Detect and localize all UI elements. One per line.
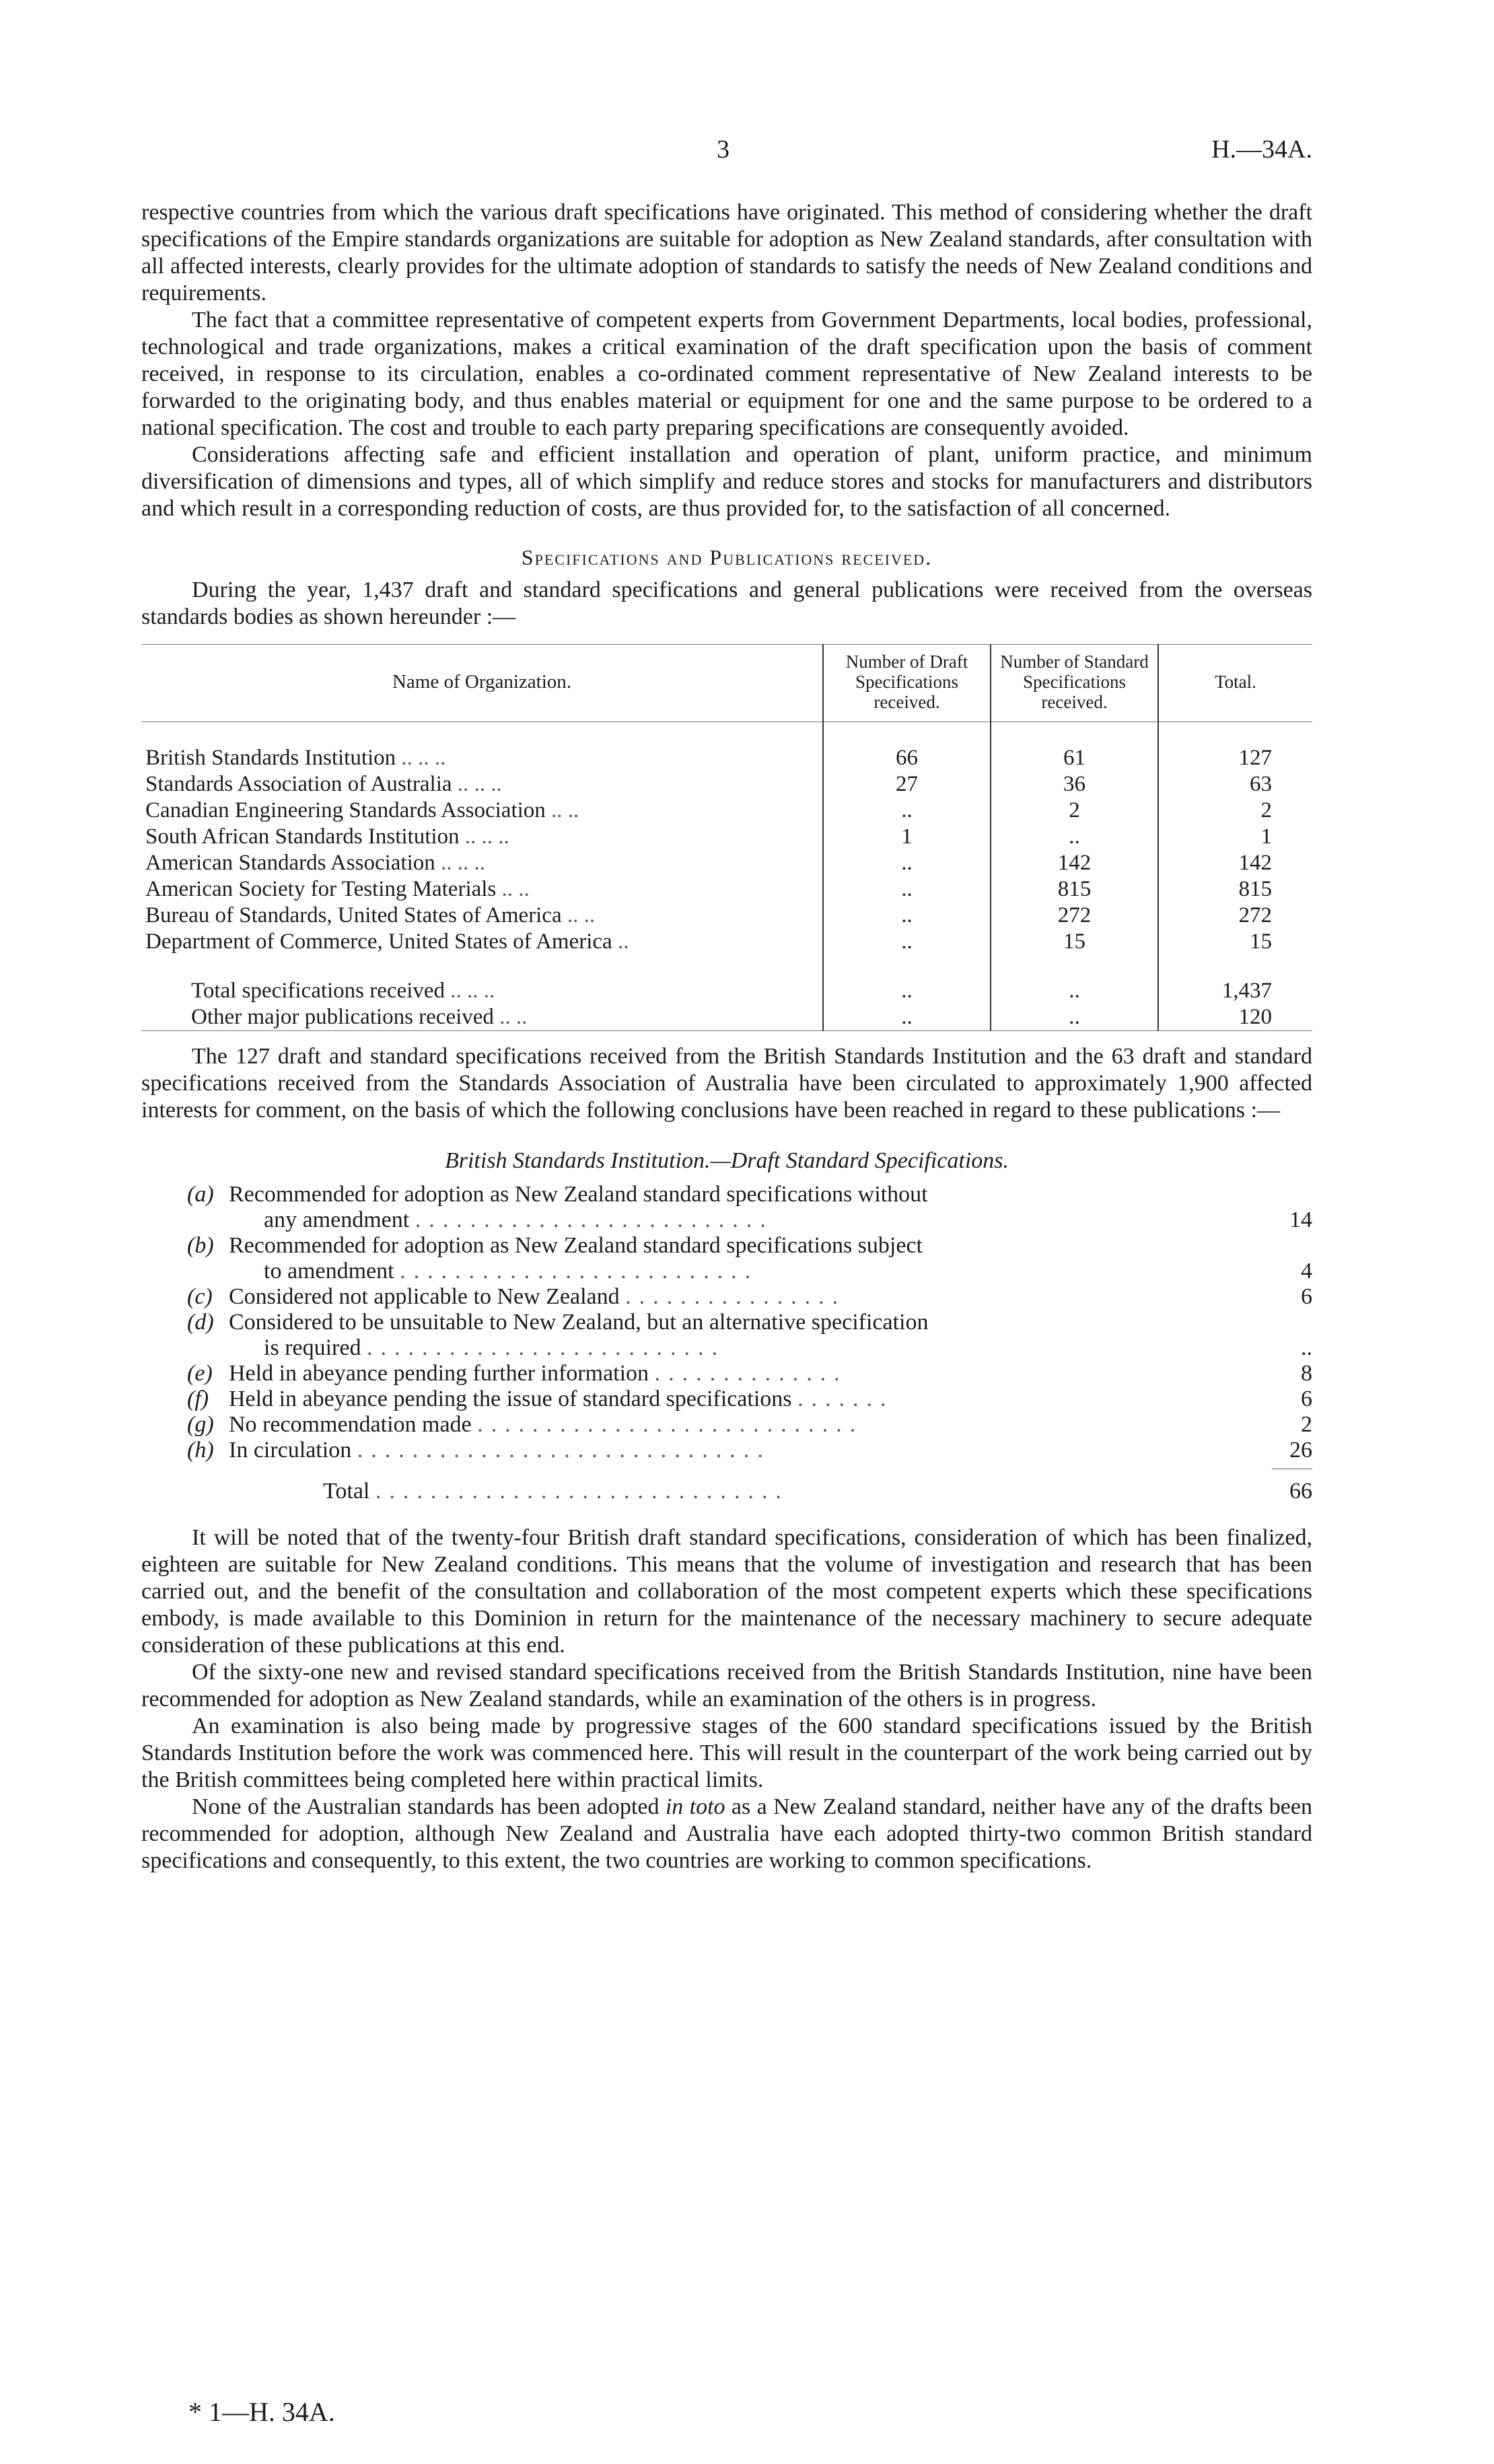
paragraph-considerations: Considerations affecting safe and efficient installation and operation of plant, uniform practice, and minimum diversification of dimensions and types, all of which simplify and reduce stores and stocks for manufacturers and distributors and which result in a corresponding reduction of costs, are thus provided for, to the satisfaction of all concerned. [141, 442, 1312, 521]
standard-count: 142 [991, 850, 1158, 876]
item-text: In circulation [229, 1438, 352, 1463]
paragraph-continued: respective countries from which the various draft specifications have originated. This method of considering whether the draft specifications of the Empire standards organizations are suitable for adoption as New Zealand standards, after consultation with all affected interests, clearly provides for the ultimate adoption of standards to satisfy the needs of New Zealand conditions and requirements. [141, 200, 1312, 306]
leader-dots: .. .. .. [401, 746, 446, 770]
table-row [141, 745, 1312, 771]
list-item: (a) Recommended for adoption as New Zealand standard specifications without any amendment .......................... 14 [187, 1182, 1312, 1232]
leader-dots: .. .. .. [457, 772, 502, 796]
total-label: Total [323, 1479, 370, 1504]
section-heading: Specifications and Publications received. [521, 545, 933, 569]
paragraph-committee: The fact that a committee representative of competent experts from Government Departments, local bodies, professional, technological and trade organizations, makes a critical examination of the draft specification upon the basis of comment received, in response to its circulation, enables a co-ordinated comment representative of New Zealand interests to be forwarded to the originating body, and thus enables material or equipment for one and the same purpose to be ordered to a national specification. The cost and trouble to each party preparing specifications are consequently avoided. [141, 308, 1312, 440]
total-count: 142 [1158, 850, 1312, 876]
org-name: British Standards Institution [145, 746, 396, 770]
total-count: 15 [1158, 929, 1312, 955]
org-name: Bureau of Standards, United States of America [145, 903, 562, 927]
leader-dots: .. .. .. [450, 979, 495, 1003]
draft-count: .. [823, 1004, 991, 1031]
item-value: 8 [1301, 1361, 1312, 1386]
item-value: 26 [1289, 1438, 1312, 1463]
standard-count: 2 [991, 798, 1158, 824]
total-count: 63 [1158, 771, 1312, 798]
item-text: No recommendation made [229, 1412, 472, 1437]
bsi-heading: British Standards Institution.—Draft Standard Specifications. [444, 1148, 1009, 1173]
australian-italic: in toto [665, 1794, 725, 1819]
org-name: South African Standards Institution [145, 824, 460, 849]
header-name: Name of Organization. [141, 645, 823, 722]
item-label: (d) [187, 1310, 214, 1335]
org-name: American Society for Testing Materials [145, 877, 497, 901]
list-item: (g) No recommendation made ............................ 2 [187, 1412, 1312, 1437]
item-text-cont: is required [264, 1335, 361, 1360]
org-name: American Standards Association [145, 851, 435, 875]
leader-dots: .. .. .. [464, 824, 509, 849]
standard-count: 61 [991, 745, 1158, 771]
org-name: Standards Association of Australia [145, 772, 452, 796]
table-summary-row [141, 978, 1312, 1004]
page-number: 3 [717, 135, 730, 164]
australian-text-a: None of the Australian standards has been adopted [192, 1794, 666, 1819]
total-count: 815 [1158, 876, 1312, 903]
item-text: Considered not applicable to New Zealand [229, 1284, 620, 1309]
standard-count: 272 [991, 903, 1158, 929]
item-label: (g) [187, 1412, 214, 1437]
item-text: Held in abeyance pending further information [229, 1361, 649, 1386]
standard-count: .. [991, 978, 1158, 1004]
summary-label: Total specifications received [191, 979, 446, 1003]
list-item: (h) In circulation .............................. 26 [187, 1438, 1312, 1463]
leader-dots: .. .. .. [441, 851, 485, 875]
draft-count: 27 [823, 771, 991, 798]
table-summary-row [141, 1004, 1312, 1031]
item-value: 4 [1301, 1259, 1312, 1283]
org-name: Canadian Engineering Standards Association [145, 798, 546, 822]
list-item: (e) Held in abeyance pending further information .............. 8 [187, 1361, 1312, 1386]
table-row [141, 771, 1312, 798]
table-row [141, 929, 1312, 955]
draft-count: 1 [823, 824, 991, 850]
paragraph-australian [141, 1794, 1312, 1874]
item-label: (a) [187, 1182, 214, 1207]
total-count: 1 [1158, 824, 1312, 850]
australian-text-b: as a New Zealand standard, neither have any of the drafts been recommended for adoption, although New Zealand and Australia have each adopted thirty-two common British standard specifications and consequently, to this extent, the two countries are working to common specifications. [141, 1794, 1312, 1873]
draft-count: .. [823, 929, 991, 955]
item-value: 6 [1301, 1284, 1312, 1309]
leader-dots: .. .. [551, 798, 579, 822]
total-value: 66 [1289, 1479, 1312, 1504]
standard-count: 36 [991, 771, 1158, 798]
table-row [141, 876, 1312, 903]
item-value: 14 [1289, 1207, 1312, 1232]
total-count: 120 [1158, 1004, 1312, 1031]
bsi-conclusions-list [141, 1182, 1312, 1504]
paragraph-finalized: It will be noted that of the twenty-four British draft standard specifications, consideration of which has been finalized, eighteen are suitable for New Zealand conditions. This means that the volume of investigation and research that has been carried out, and the benefit of the consultation and collaboration of the most competent experts which these specifications embody, is made available to this Dominion in return for the maintenance of the necessary machinery to secure adequate consideration of these publications at this end. [141, 1525, 1312, 1658]
item-text: Recommended for adoption as New Zealand standard specifications subject [229, 1233, 923, 1258]
list-item: (b) Recommended for adoption as New Zealand standard specifications subject to amendment .......................... 4 [187, 1233, 1312, 1283]
table-row [141, 903, 1312, 929]
draft-count: .. [823, 978, 991, 1004]
paragraph-sixty-one: Of the sixty-one new and revised standard specifications received from the British Standards Institution, nine have been recommended for adoption as New Zealand standards, while an examination of the others is in progress. [141, 1660, 1312, 1712]
document-reference: H.—34A. [1211, 135, 1312, 164]
total-count: 272 [1158, 903, 1312, 929]
organizations-table [141, 644, 1312, 1031]
list-item: (f) Held in abeyance pending the issue of standard specifications ....... 6 [187, 1386, 1312, 1411]
draft-count: 66 [823, 745, 991, 771]
item-value: .. [1301, 1335, 1312, 1360]
leader-dots: .. .. [567, 903, 596, 927]
item-value: 6 [1301, 1386, 1312, 1411]
bsi-total-row: Total .............................. 66 [323, 1479, 1312, 1504]
leader-dots: .. .. [501, 877, 530, 901]
table-row [141, 798, 1312, 824]
header-total: Total. [1158, 645, 1312, 722]
total-count: 2 [1158, 798, 1312, 824]
table-header-row [141, 645, 1312, 722]
org-name: Department of Commerce, United States of America [145, 929, 612, 954]
paragraph-examination: An examination is also being made by progressive stages of the 600 standard specifications issued by the British Standards Institution before the work was commenced here. This will result in the counterpart of the work being carried out by the British committees being completed here within practical limits. [141, 1714, 1312, 1792]
table-row [141, 824, 1312, 850]
item-label: (f) [187, 1386, 209, 1411]
paragraph-intro: During the year, 1,437 draft and standard specifications and general publications were received from the overseas standards bodies as shown hereunder :— [141, 577, 1312, 629]
draft-count: .. [823, 798, 991, 824]
page-header [141, 135, 1312, 175]
standard-count: 815 [991, 876, 1158, 903]
item-text: Held in abeyance pending the issue of standard specifications [229, 1386, 792, 1411]
standard-count: .. [991, 1004, 1158, 1031]
item-text-cont: any amendment [264, 1207, 410, 1232]
list-item: (c) Considered not applicable to New Zealand ................ 6 [187, 1284, 1312, 1309]
standard-count: .. [991, 824, 1158, 850]
summary-label: Other major publications received [191, 1005, 494, 1029]
item-text-cont: to amendment [264, 1259, 394, 1283]
leader-dots: .. [617, 929, 629, 954]
header-draft: Number of Draft Specifications received. [823, 645, 991, 722]
draft-count: .. [823, 850, 991, 876]
item-label: (c) [187, 1284, 213, 1309]
page-body [141, 199, 1312, 1874]
item-value: 2 [1301, 1412, 1312, 1437]
item-label: (e) [187, 1361, 213, 1386]
draft-count: .. [823, 903, 991, 929]
item-text: Recommended for adoption as New Zealand standard specifications without [229, 1182, 928, 1207]
item-label: (h) [187, 1438, 214, 1463]
table-row [141, 850, 1312, 876]
footnote: * 1—H. 34A. [188, 2397, 335, 2427]
list-item: (d) Considered to be unsuitable to New Zealand, but an alternative specification is required .......................... .. [187, 1310, 1312, 1360]
paragraph-circulation: The 127 draft and standard specifications received from the British Standards Institution and the 63 draft and standard specifications received from the Standards Association of Australia have been circulated to approximately 1,900 affected interests for comment, on the basis of which the following conclusions have been reached in regard to these publications :— [141, 1044, 1312, 1123]
item-label: (b) [187, 1233, 214, 1258]
header-standard: Number of Standard Specifications received. [991, 645, 1158, 722]
item-text: Considered to be unsuitable to New Zealand, but an alternative specification [229, 1310, 929, 1335]
draft-count: .. [823, 876, 991, 903]
standard-count: 15 [991, 929, 1158, 955]
leader-dots: .. .. [499, 1005, 528, 1029]
total-count: 1,437 [1158, 978, 1312, 1004]
total-count: 127 [1158, 745, 1312, 771]
